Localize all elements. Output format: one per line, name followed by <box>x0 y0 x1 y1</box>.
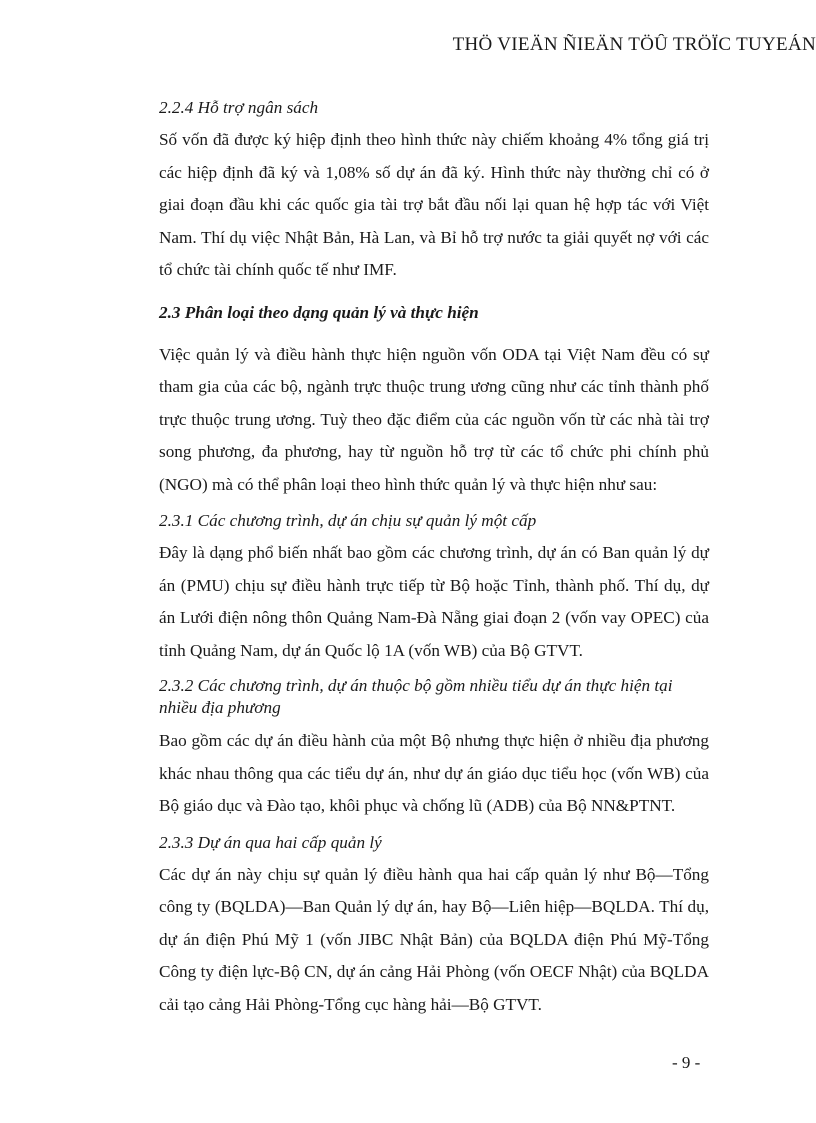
section-heading: 2.3.1 Các chương trình, dự án chịu sự quản lý một cấp <box>159 511 537 530</box>
section-2-3-2 <box>159 671 709 823</box>
section-heading: 2.3.3 Dự án qua hai cấp quản lý <box>159 832 382 852</box>
section-2-3-3 <box>159 827 709 1022</box>
section-heading: 2.2.4 Hỗ trợ ngân sách <box>159 98 319 117</box>
section-paragraph: Bao gồm các dự án điều hành của một Bộ nhưng thực hiện ở nhiều địa phương khác nhau thông qua các tiểu dự án, như dự án giáo dục tiểu học (vốn WB) của Bộ giáo dục và Đào tạo, khôi phục và chống lũ (ADB) của Bộ NN&PTNT. <box>159 731 709 815</box>
section-heading: 2.3 Phân loại theo dạng quản lý và thực hiện <box>159 302 479 322</box>
section-paragraph: Các dự án này chịu sự quản lý điều hành qua hai cấp quản lý như Bộ—Tổng công ty (BQLDA)—Ban Quản lý dự án, hay Bộ—Liên hiệp—BQLDA. Thí dụ, dự án điện Phú Mỹ 1 (vốn JIBC Nhật Bản) của BQLDA điện Phú Mỹ-Tổng Công ty điện lực-Bộ CN, dự án cảng Hải Phòng (vốn OECF Nhật) của BQLDA cải tạo cảng Hải Phòng-Tổng cục hàng hải—Bộ GTVT. <box>159 864 709 1014</box>
section-paragraph: Việc quản lý và điều hành thực hiện nguồn vốn ODA tại Việt Nam đều có sự tham gia của các bộ, ngành trực thuộc trung ương cũng như các tỉnh thành phố trực thuộc trung ương. Tuỳ theo đặc điểm của các nguồn vốn từ các nhà tài trợ song phương, đa phương, hay từ nguồn hỗ trợ từ các tổ chức phi chính phủ (NGO) mà có thể phân loại theo hình thức quản lý và thực hiện như sau: <box>159 344 709 494</box>
section-2-3 <box>159 297 709 502</box>
document-body <box>159 92 709 1021</box>
section-paragraph: Số vốn đã được ký hiệp định theo hình thức này chiếm khoảng 4% tổng giá trị các hiệp định đã ký và 1,08% số dự án đã ký. Hình thức này thường chỉ có ở giai đoạn đầu khi các quốc gia tài trợ bắt đầu nối lại quan hệ hợp tác với Việt Nam. Thí dụ việc Nhật Bản, Hà Lan, và Bỉ hỗ trợ nước ta giải quyết nợ với các tổ chức tài chính quốc tế như IMF. <box>159 130 709 279</box>
header-title: THÖ VIEÄN ÑIEÄN TÖÛ TRÖÏC TUYEÁN <box>452 34 816 55</box>
page-number: - 9 - <box>672 1053 701 1072</box>
section-2-2-4 <box>159 92 709 287</box>
page-header <box>0 34 816 56</box>
section-heading: 2.3.2 Các chương trình, dự án thuộc bộ gồm nhiều tiểu dự án thực hiện tại nhiều địa phương <box>159 676 673 717</box>
section-paragraph: Đây là dạng phổ biến nhất bao gồm các chương trình, dự án có Ban quản lý dự án (PMU) chịu sự điều hành trực tiếp từ Bộ hoặc Tỉnh, thành phố. Thí dụ, dự án Lưới điện nông thôn Quảng Nam-Đà Nẵng giai đoạn 2 (vốn vay OPEC) của tỉnh Quảng Nam, dự án Quốc lộ 1A (vốn WB) của Bộ GTVT. <box>159 543 709 660</box>
section-2-3-1 <box>159 505 709 667</box>
